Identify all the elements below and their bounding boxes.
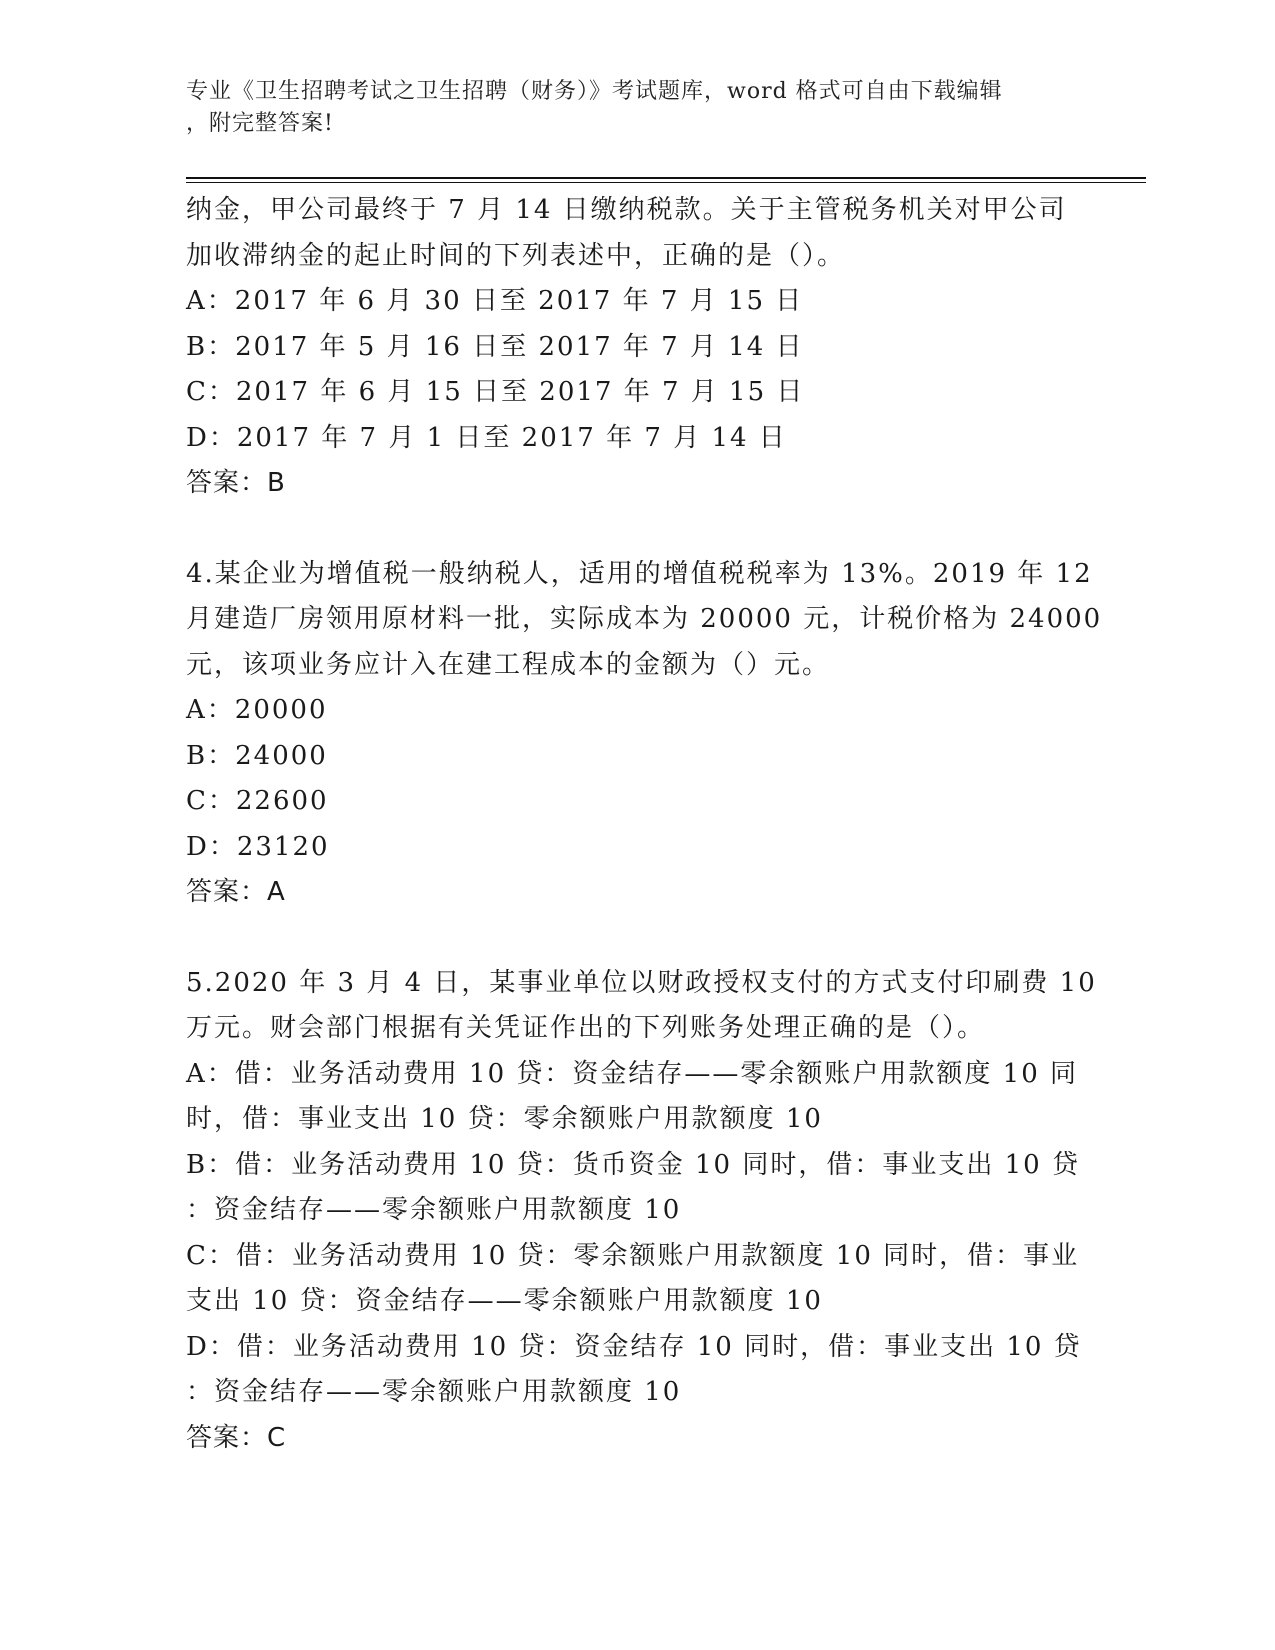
- question-stem-line: 加收滞纳金的起止时间的下列表述中，正确的是（）。: [186, 240, 846, 271]
- question-block: [186, 552, 1103, 916]
- document-header: [186, 76, 1086, 140]
- option-c: C：借：业务活动费用 10 贷：零余额账户用款额度 10 同时，借：事业: [186, 1240, 1080, 1271]
- question-stem-line: 5.2020 年 3 月 4 日，某事业单位以财政授权支付的方式支付印刷费 10: [186, 967, 1097, 998]
- answer-line: 答案：C: [186, 1422, 287, 1453]
- header-divider-thin: [186, 182, 1146, 183]
- question-stem-line: 4.某企业为增值税一般纳税人，适用的增值税税率为 13%。2019 年 12: [186, 558, 1093, 589]
- spacer: [186, 507, 1086, 552]
- header-divider: [186, 177, 1146, 179]
- spacer: [186, 916, 1086, 961]
- question-stem-line: 元，该项业务应计入在建工程成本的金额为（）元。: [186, 649, 831, 680]
- option-b: B：2017 年 5 月 16 日至 2017 年 7 月 14 日: [186, 331, 804, 362]
- question-stem-line: 月建造厂房领用原材料一批，实际成本为 20000 元，计税价格为 24000: [186, 604, 1103, 634]
- option-c: C：22600: [186, 786, 329, 816]
- question-list: [186, 188, 1103, 1461]
- question-stem-line: 纳金，甲公司最终于 7 月 14 日缴纳税款。关于主管税务机关对甲公司: [186, 195, 1067, 225]
- answer-line: 答案：A: [186, 877, 286, 907]
- option-b: B：24000: [186, 740, 328, 771]
- option-b-continued: ：资金结存——零余额账户用款额度 10: [186, 1195, 682, 1225]
- option-d: D：23120: [186, 831, 330, 862]
- question-stem-line: 万元。财会部门根据有关凭证作出的下列账务处理正确的是（）。: [186, 1013, 986, 1043]
- option-a: A：借：业务活动费用 10 贷：资金结存——零余额账户用款额度 10 同: [186, 1058, 1079, 1089]
- option-b: B：借：业务活动费用 10 贷：货币资金 10 同时，借：事业支出 10 贷: [186, 1149, 1080, 1180]
- answer-line: 答案：B: [186, 468, 286, 498]
- question-block: [186, 961, 1097, 1462]
- option-c: C：2017 年 6 月 15 日至 2017 年 7 月 15 日: [186, 377, 805, 407]
- header-line-1: 专业《卫生招聘考试之卫生招聘（财务）》考试题库，word 格式可自由下载编辑: [186, 79, 1003, 104]
- header-line-2: ，附完整答案!: [186, 111, 334, 136]
- option-a: A：2017 年 6 月 30 日至 2017 年 7 月 15 日: [186, 286, 804, 316]
- option-c-continued: 支出 10 贷：资金结存——零余额账户用款额度 10: [186, 1286, 823, 1316]
- option-d: D：借：业务活动费用 10 贷：资金结存 10 同时，借：事业支出 10 贷: [186, 1331, 1082, 1362]
- option-a: A：20000: [186, 695, 328, 725]
- question-block: [186, 188, 1086, 507]
- option-d-continued: ：资金结存——零余额账户用款额度 10: [186, 1377, 682, 1407]
- option-a-continued: 时，借：事业支出 10 贷：零余额账户用款额度 10: [186, 1104, 823, 1134]
- option-d: D：2017 年 7 月 1 日至 2017 年 7 月 14 日: [186, 422, 787, 453]
